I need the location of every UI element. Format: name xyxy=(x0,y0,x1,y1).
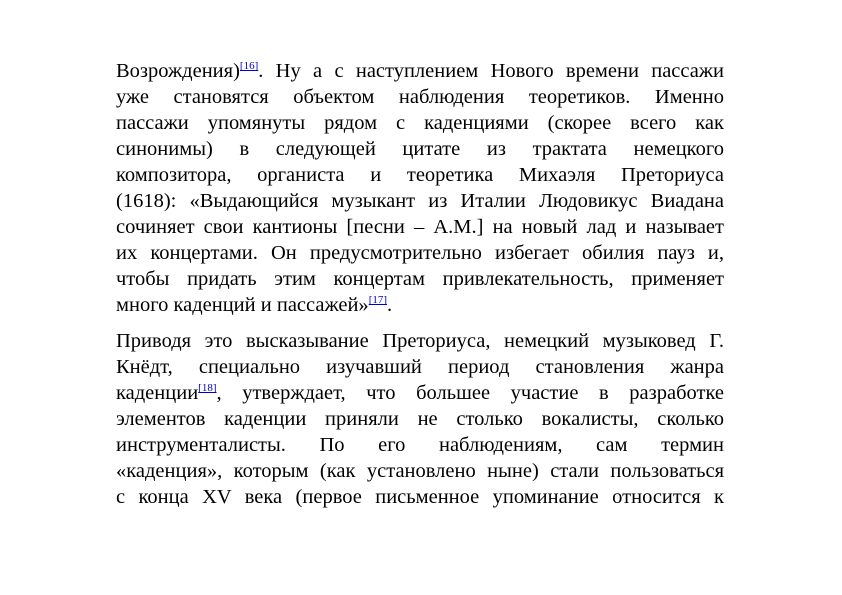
text-line: синонимы) в следующей цитате из трактата немецкого xyxy=(116,138,724,160)
text-segment: . xyxy=(387,294,393,316)
text-line: инструменталисты. По его наблюдениям, сам термин xyxy=(116,434,724,456)
text-line: сочиняет свои кантионы [песни – А.М.] на новый лад и называет xyxy=(116,216,724,238)
footnote-link-18[interactable]: [18] xyxy=(198,382,217,395)
text-line xyxy=(116,292,724,318)
text-segment: каденции xyxy=(116,382,199,404)
paragraph-spacer xyxy=(116,318,724,328)
text-segment: Возрождения) xyxy=(116,60,240,82)
text-line: Приводя это высказывание Преториуса, немецкий музыковед Г. xyxy=(116,330,724,352)
text-line: элементов каденции приняли не столько вокалисты, сколько xyxy=(116,408,724,430)
text-line: с конца XV века (первое письменное упоминание относится к xyxy=(116,486,724,508)
text-line: композитора, органиста и теоретика Михаэля Преториуса xyxy=(116,164,724,186)
text-line: Кнёдт, специально изучавший период становления жанра xyxy=(116,356,724,378)
text-line: уже становятся объектом наблюдения теоретиков. Именно xyxy=(116,86,724,108)
text-line: их концертами. Он предусмотрительно избегает обилия пауз и, xyxy=(116,242,724,264)
text-line: «каденция», которым (как установлено ныне) стали пользоваться xyxy=(116,460,724,482)
text-line: (1618): «Выдающийся музыкант из Италии Людовикус Виадана xyxy=(116,190,724,212)
paragraph-1 xyxy=(116,58,724,318)
paragraph-2 xyxy=(116,328,724,510)
text-line xyxy=(116,58,724,84)
text-line xyxy=(116,380,724,406)
text-line: чтобы придать этим концертам привлекательность, применяет xyxy=(116,268,724,290)
text-segment: , утверждает, что большее участие в разработке xyxy=(216,382,724,404)
footnote-link-16[interactable]: [16] xyxy=(239,60,259,73)
text-segment: . Ну а с наступлением Нового времени пассажи xyxy=(258,60,724,82)
document-body xyxy=(116,58,724,510)
text-segment: много каденций и пассажей» xyxy=(116,294,369,316)
text-line: пассажи упомянуты рядом с каденциями (скорее всего как xyxy=(116,112,724,134)
footnote-link-17[interactable]: [17] xyxy=(368,294,388,307)
